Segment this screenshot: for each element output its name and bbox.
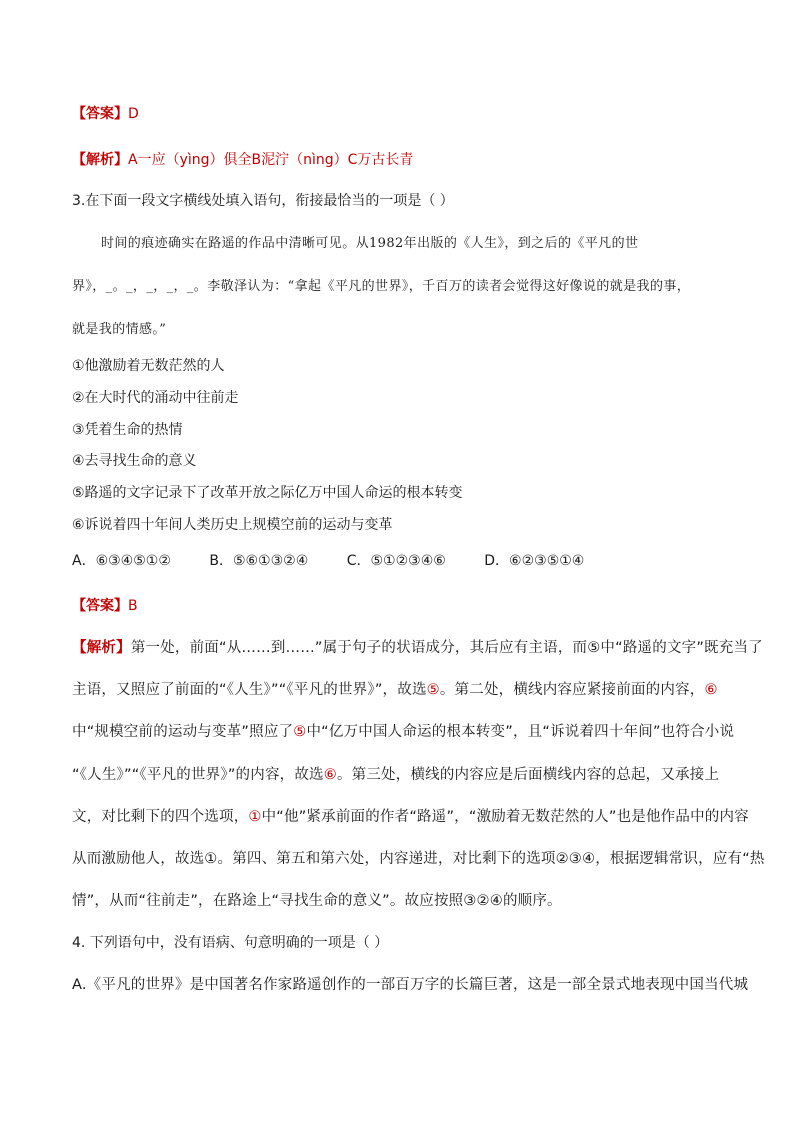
analysis-text: A一应（yìng）俱全B泥泞（nìng）C万古长青 <box>128 152 414 168</box>
question-3-stem: 3.在下面一段文字横线处填入语句，衔接最恰当的一项是（ ） <box>72 193 454 209</box>
item-5: ⑤路遥的文字记录下了改革开放之际亿万中国人命运的根本转变 <box>72 485 463 501</box>
analysis-highlight: ⑤ <box>293 724 307 740</box>
analysis-2-line-6 <box>72 849 765 869</box>
analysis-highlight: ① <box>248 809 262 825</box>
analysis-line-1 <box>72 150 413 170</box>
choice-b: B．⑤⑥①③②④ <box>209 553 309 569</box>
answer-line-1 <box>72 104 139 124</box>
item-1: ①他激励着无数茫然的人 <box>72 358 225 374</box>
analysis-text: 情”，从而“往前走”，在路途上“寻找生命的意义”。故应按照③②④的顺序。 <box>72 893 562 909</box>
analysis-text: 从而激励他人，故选①。第四、第五和第六处，内容递进，对比剩下的选项②③④，根据逻辑常识，应有“热 <box>72 851 765 867</box>
item-4: ④去寻找生命的意义 <box>72 453 197 469</box>
choice-options <box>72 551 618 571</box>
question-4-option-a: A.《平凡的世界》是中国著名作家路遥创作的一部百万字的长篇巨著，这是一部全景式地表现中国当代城 <box>72 977 749 993</box>
analysis-2-line-1 <box>72 638 763 658</box>
passage-line-2: 界》，_。_，_，_，_。李敬泽认为：“拿起《平凡的世界》，千百万的读者会觉得这好像说的就是我的事， <box>72 279 691 294</box>
analysis-text: 。第二处，横线内容应紧接前面的内容， <box>439 682 705 698</box>
item-6: ⑥诉说着四十年间人类历史上规模空前的运动与变革 <box>72 517 393 533</box>
choice-c: C．⑤①②③④⑥ <box>346 553 446 569</box>
passage-line-1: 时间的痕迹确实在路遥的作品中清晰可见。从1982年出版的《人生》，到之后的《平凡的世 <box>101 236 639 251</box>
analysis-2-line-2 <box>72 680 718 700</box>
analysis-highlight: ⑥ <box>323 767 337 783</box>
analysis-text: 中“规模空前的运动与变革”照应了 <box>72 724 294 740</box>
choice-d: D．⑥②③⑤①④ <box>484 553 585 569</box>
answer-value: B <box>128 598 138 614</box>
analysis-highlight: ⑥ <box>704 682 718 698</box>
analysis-text: 。第三处，横线的内容应是后面横线内容的总起，又承接上 <box>336 767 720 783</box>
analysis-2-line-7 <box>72 891 562 911</box>
analysis-tag: 【解析】 <box>72 640 131 656</box>
analysis-highlight: ⑤ <box>426 682 440 698</box>
analysis-segment-group <box>131 640 763 656</box>
analysis-text: 主语，又照应了前面的“《人生》”“《平凡的世界》”，故选 <box>72 682 427 698</box>
question-4-stem: 4. 下列语句中，没有语病、句意明确的一项是（ ） <box>72 935 389 951</box>
analysis-2-line-4 <box>72 765 719 785</box>
answer-line-2 <box>72 596 138 616</box>
analysis-text: 中“亿万中国人命运的根本转变”，且“诉说着四十年间”也符合小说 <box>306 724 735 740</box>
passage-line-3: 就是我的情感。” <box>72 322 167 337</box>
analysis-2-line-5 <box>72 807 749 827</box>
item-3: ③凭着生命的热情 <box>72 422 183 438</box>
answer-tag: 【答案】 <box>72 598 128 614</box>
answer-tag: 【答案】 <box>72 106 128 122</box>
analysis-tag: 【解析】 <box>72 152 128 168</box>
analysis-text: 第一处，前面“从……到……”属于句子的状语成分，其后应有主语，而⑤中“路遥的文字”既充当了 <box>130 640 763 656</box>
answer-value: D <box>128 106 139 122</box>
analysis-text: 中“他”紧承前面的作者“路遥”，“激励着无数茫然的人”也是他作品中的内容 <box>261 809 749 825</box>
choice-a: A．⑥③④⑤①② <box>72 553 171 569</box>
analysis-text: “《人生》”“《平凡的世界》”的内容，故选 <box>72 767 324 783</box>
analysis-2-line-3 <box>72 722 734 742</box>
analysis-text: 文，对比剩下的四个选项， <box>72 809 249 825</box>
item-2: ②在大时代的涌动中往前走 <box>72 390 239 406</box>
